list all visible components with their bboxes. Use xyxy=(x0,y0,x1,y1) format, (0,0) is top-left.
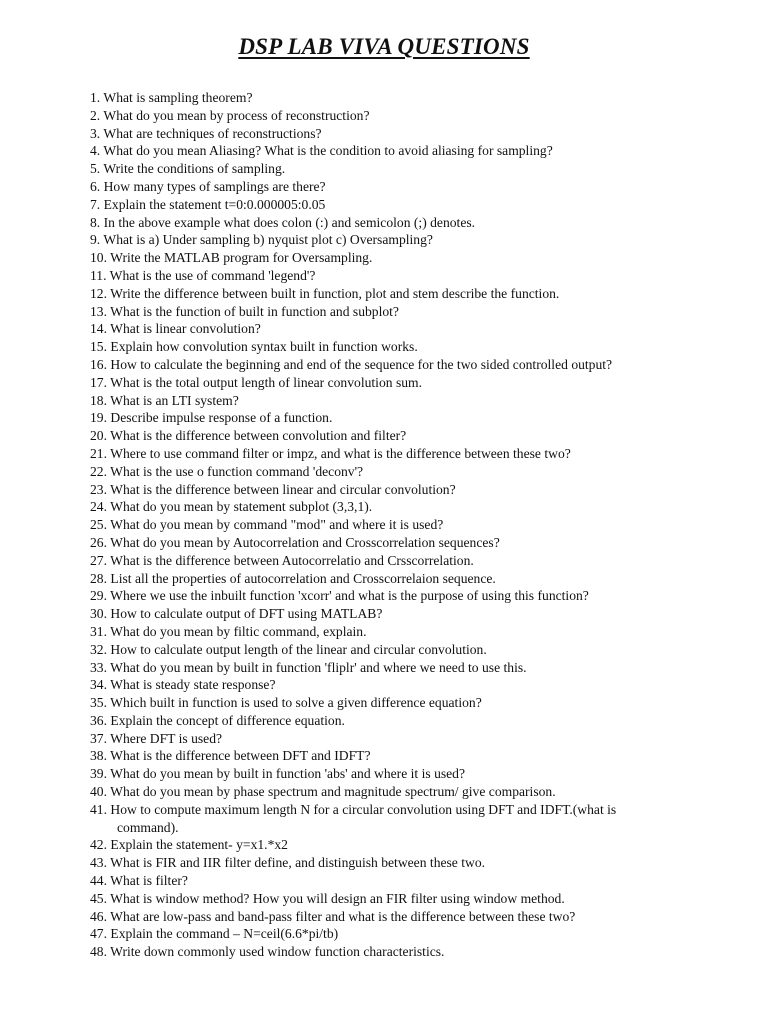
question-text: What is a) Under sampling b) nyquist plot c) Oversampling? xyxy=(103,232,433,248)
question-text: List all the properties of autocorrelation and Crosscorrelaion sequence. xyxy=(110,570,496,586)
question-text: What do you mean by statement subplot (3,3,1). xyxy=(110,499,373,515)
question-text: What is filter? xyxy=(110,873,188,889)
question-number: 33. xyxy=(90,659,107,675)
question-item xyxy=(90,89,690,107)
question-text: Write down commonly used window function characteristics. xyxy=(110,944,445,960)
question-item xyxy=(90,267,690,285)
question-item xyxy=(90,694,690,712)
question-number: 24. xyxy=(90,499,107,515)
question-item xyxy=(90,605,690,623)
question-number: 41. xyxy=(90,801,107,817)
question-text: In the above example what does colon (:) and semicolon (;) denotes. xyxy=(103,214,476,230)
question-text: Explain the statement- y=x1.*x2 xyxy=(110,837,288,853)
question-item xyxy=(90,214,690,232)
question-item xyxy=(90,676,690,694)
question-item xyxy=(90,747,690,765)
question-number: 26. xyxy=(90,534,107,550)
question-number: 5. xyxy=(90,161,101,177)
question-item xyxy=(90,730,690,748)
question-item xyxy=(90,534,690,552)
question-number: 40. xyxy=(90,784,107,800)
question-number: 9. xyxy=(90,232,101,248)
question-text: What is sampling theorem? xyxy=(103,90,253,105)
question-text: Write the conditions of sampling. xyxy=(103,161,286,177)
question-number: 46. xyxy=(90,908,107,924)
question-item xyxy=(90,498,690,516)
question-item xyxy=(90,872,690,890)
question-number: 8. xyxy=(90,214,101,230)
question-number: 13. xyxy=(90,303,107,319)
question-text: Where DFT is used? xyxy=(110,730,223,746)
question-item xyxy=(90,231,690,249)
question-list xyxy=(90,89,690,961)
question-item xyxy=(90,445,690,463)
question-item xyxy=(90,285,690,303)
question-number: 18. xyxy=(90,392,107,408)
question-number: 45. xyxy=(90,890,107,906)
question-text: What is the total output length of linear convolution sum. xyxy=(110,374,423,390)
question-continuation: command). xyxy=(117,819,179,835)
question-text: Write the difference between built in function, plot and stem describe the function. xyxy=(110,285,560,301)
question-number: 4. xyxy=(90,143,101,159)
question-number: 25. xyxy=(90,517,107,533)
question-number: 32. xyxy=(90,641,107,657)
question-text: What do you mean by phase spectrum and magnitude spectrum/ give comparison. xyxy=(110,784,556,800)
question-text: What is FIR and IIR filter define, and distinguish between these two. xyxy=(110,855,486,871)
question-item xyxy=(90,320,690,338)
question-number: 47. xyxy=(90,926,107,942)
question-item xyxy=(90,925,690,943)
question-number: 23. xyxy=(90,481,107,497)
question-item xyxy=(90,303,690,321)
question-text: What is the difference between linear and circular convolution? xyxy=(110,481,456,497)
question-item xyxy=(90,178,690,196)
question-item xyxy=(90,142,690,160)
question-number: 35. xyxy=(90,695,107,711)
question-number: 7. xyxy=(90,196,101,212)
question-text: What is the use of command 'legend'? xyxy=(109,267,316,283)
question-number: 6. xyxy=(90,178,101,194)
question-text: What is the difference between DFT and IDFT? xyxy=(110,748,371,764)
question-text: Describe impulse response of a function. xyxy=(110,410,333,426)
question-item xyxy=(90,107,690,125)
question-number: 31. xyxy=(90,623,107,639)
question-text: What is the difference between Autocorrelatio and Crsscorrelation. xyxy=(110,552,474,568)
question-text: What is window method? How you will design an FIR filter using window method. xyxy=(110,890,565,906)
question-item xyxy=(90,801,690,819)
question-number: 16. xyxy=(90,356,107,372)
question-text: What is linear convolution? xyxy=(110,321,261,337)
question-text: What do you mean by filtic command, explain. xyxy=(110,623,367,639)
question-number: 3. xyxy=(90,125,101,141)
question-number: 37. xyxy=(90,730,107,746)
question-number: 28. xyxy=(90,570,107,586)
question-item xyxy=(90,908,690,926)
page-title: DSP LAB VIVA QUESTIONS xyxy=(238,34,530,59)
question-item xyxy=(90,641,690,659)
question-text: What do you mean by Autocorrelation and Crosscorrelation sequences? xyxy=(110,534,500,550)
question-number: 12. xyxy=(90,285,107,301)
question-text: Explain the concept of difference equation. xyxy=(110,712,345,728)
question-text: What is the function of built in function and subplot? xyxy=(110,303,399,319)
question-text: How to calculate output of DFT using MATLAB? xyxy=(110,606,383,622)
question-number: 10. xyxy=(90,250,107,266)
question-number: 36. xyxy=(90,712,107,728)
question-number: 1. xyxy=(90,90,101,105)
question-number: 39. xyxy=(90,766,107,782)
question-item xyxy=(90,427,690,445)
question-number: 15. xyxy=(90,339,107,355)
question-number: 19. xyxy=(90,410,107,426)
question-number: 27. xyxy=(90,552,107,568)
question-text: What do you mean by command "mod" and where it is used? xyxy=(110,517,444,533)
question-number: 21. xyxy=(90,445,107,461)
question-item xyxy=(90,854,690,872)
question-number: 30. xyxy=(90,606,107,622)
question-text: What do you mean Aliasing? What is the condition to avoid aliasing for sampling? xyxy=(103,143,553,159)
question-text: How to compute maximum length N for a circular convolution using DFT and IDFT.(what is xyxy=(110,801,617,817)
question-number: 42. xyxy=(90,837,107,853)
question-item xyxy=(90,552,690,570)
question-text: What do you mean by built in function 'abs' and where it is used? xyxy=(110,766,466,782)
question-item xyxy=(90,943,690,961)
question-text: What is an LTI system? xyxy=(110,392,239,408)
question-number: 43. xyxy=(90,855,107,871)
question-item xyxy=(90,249,690,267)
question-item xyxy=(90,160,690,178)
question-item xyxy=(90,125,690,143)
question-number: 48. xyxy=(90,944,107,960)
question-item xyxy=(90,570,690,588)
question-item xyxy=(90,765,690,783)
question-text: Where we use the inbuilt function 'xcorr' and what is the purpose of using this function? xyxy=(110,588,589,604)
question-number: 22. xyxy=(90,463,107,479)
question-item xyxy=(90,587,690,605)
question-item xyxy=(90,712,690,730)
question-item xyxy=(90,481,690,499)
question-text: What do you mean by process of reconstruction? xyxy=(103,107,370,123)
question-text: Explain how convolution syntax built in function works. xyxy=(110,339,418,355)
question-text: What is the difference between convolution and filter? xyxy=(110,428,407,444)
question-item xyxy=(90,659,690,677)
question-text: What is steady state response? xyxy=(110,677,276,693)
question-item xyxy=(90,374,690,392)
question-number: 17. xyxy=(90,374,107,390)
question-item xyxy=(90,409,690,427)
question-item xyxy=(90,783,690,801)
question-item xyxy=(90,392,690,410)
question-item xyxy=(90,836,690,854)
question-text: Explain the statement t=0:0.000005:0.05 xyxy=(103,196,326,212)
question-item xyxy=(90,196,690,214)
question-number: 44. xyxy=(90,873,107,889)
question-item xyxy=(90,338,690,356)
question-item xyxy=(90,356,690,374)
question-number: 29. xyxy=(90,588,107,604)
question-text: How to calculate output length of the linear and circular convolution. xyxy=(110,641,487,657)
question-text: Where to use command filter or impz, and what is the difference between these two? xyxy=(110,445,571,461)
question-text: Write the MATLAB program for Oversampling. xyxy=(110,250,373,266)
question-number: 11. xyxy=(90,267,107,283)
question-item xyxy=(90,463,690,481)
question-text: What are techniques of reconstructions? xyxy=(103,125,322,141)
question-item xyxy=(90,516,690,534)
question-item xyxy=(90,623,690,641)
question-text: What are low-pass and band-pass filter and what is the difference between these two? xyxy=(110,908,576,924)
question-text: How to calculate the beginning and end of the sequence for the two sided controlled output? xyxy=(110,356,613,372)
question-number: 14. xyxy=(90,321,107,337)
question-text: Which built in function is used to solve a given difference equation? xyxy=(110,695,482,711)
question-text: What is the use o function command 'deconv'? xyxy=(110,463,364,479)
question-text: How many types of samplings are there? xyxy=(103,178,326,194)
question-text: What do you mean by built in function 'fliplr' and where we need to use this. xyxy=(110,659,527,675)
question-number: 20. xyxy=(90,428,107,444)
question-number: 38. xyxy=(90,748,107,764)
question-number: 2. xyxy=(90,107,101,123)
question-number: 34. xyxy=(90,677,107,693)
question-item xyxy=(90,890,690,908)
question-text: Explain the command – N=ceil(6.6*pi/tb) xyxy=(110,926,339,942)
